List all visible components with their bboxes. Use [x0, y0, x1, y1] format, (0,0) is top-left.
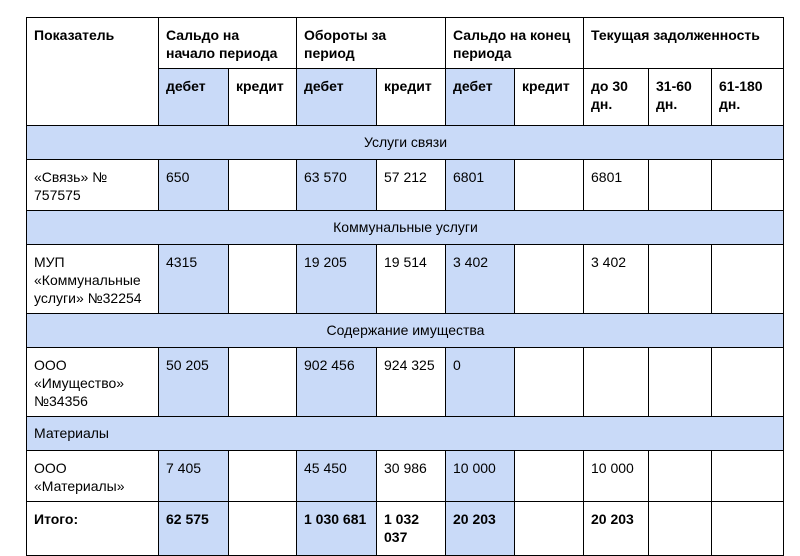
cell-close-credit: [515, 160, 584, 211]
total-turn-credit: 1 032 037: [377, 502, 446, 556]
section-title: Коммунальные услуги: [27, 211, 784, 245]
subheader-close-debit: дебет: [446, 69, 515, 126]
section-row: [27, 211, 784, 245]
total-31-60: [649, 502, 712, 556]
cell-31-60: [649, 451, 712, 502]
section-title: Услуги связи: [27, 126, 784, 160]
header-row: [27, 18, 784, 69]
header-opening-balance: Сальдо на начало периода: [159, 18, 297, 69]
section-title: Материалы: [27, 417, 784, 451]
cell-turn-debit: 902 456: [297, 348, 377, 417]
table-row: [27, 348, 784, 417]
header-current-debt: Текущая задолженность: [584, 18, 784, 69]
row-name: ООО «Материалы»: [27, 451, 159, 502]
cell-open-debit: 50 205: [159, 348, 229, 417]
subheader-turn-credit: кредит: [377, 69, 446, 126]
subheader-open-credit: кредит: [229, 69, 297, 126]
header-indicator: Показатель: [27, 18, 159, 126]
subheader-turn-debit: дебет: [297, 69, 377, 126]
cell-turn-debit: 63 570: [297, 160, 377, 211]
section-row: [27, 126, 784, 160]
table-row: [27, 160, 784, 211]
cell-upto30: 6801: [584, 160, 649, 211]
row-name: ООО «Имущество» №34356: [27, 348, 159, 417]
cell-upto30: 3 402: [584, 245, 649, 314]
cell-open-credit: [229, 160, 297, 211]
subheader-close-credit: кредит: [515, 69, 584, 126]
cell-61-180: [712, 245, 784, 314]
cell-close-debit: 3 402: [446, 245, 515, 314]
table-row: [27, 451, 784, 502]
section-row: [27, 417, 784, 451]
cell-close-debit: 10 000: [446, 451, 515, 502]
cell-61-180: [712, 451, 784, 502]
cell-close-credit: [515, 451, 584, 502]
cell-open-credit: [229, 348, 297, 417]
cell-open-credit: [229, 451, 297, 502]
table-wrapper: [26, 17, 784, 556]
cell-open-credit: [229, 245, 297, 314]
cell-open-debit: 4315: [159, 245, 229, 314]
cell-31-60: [649, 160, 712, 211]
cell-31-60: [649, 348, 712, 417]
total-upto30: 20 203: [584, 502, 649, 556]
cell-close-credit: [515, 348, 584, 417]
cell-upto30: [584, 348, 649, 417]
cell-turn-credit: 30 986: [377, 451, 446, 502]
header-turnover: Обороты за период: [297, 18, 446, 69]
cell-close-debit: 6801: [446, 160, 515, 211]
cell-31-60: [649, 245, 712, 314]
total-close-debit: 20 203: [446, 502, 515, 556]
section-row: [27, 314, 784, 348]
subheader-61-180: 61-180 дн.: [712, 69, 784, 126]
cell-close-debit: 0: [446, 348, 515, 417]
cell-open-debit: 650: [159, 160, 229, 211]
row-name: «Связь» № 757575: [27, 160, 159, 211]
total-label: Итого:: [27, 502, 159, 556]
cell-turn-credit: 924 325: [377, 348, 446, 417]
subheader-31-60: 31-60 дн.: [649, 69, 712, 126]
cell-open-debit: 7 405: [159, 451, 229, 502]
cell-upto30: 10 000: [584, 451, 649, 502]
cell-61-180: [712, 348, 784, 417]
total-61-180: [712, 502, 784, 556]
cell-turn-credit: 57 212: [377, 160, 446, 211]
balance-table: [26, 17, 784, 556]
section-title: Содержание имущества: [27, 314, 784, 348]
row-name: МУП «Коммунальные услуги» №32254: [27, 245, 159, 314]
total-open-debit: 62 575: [159, 502, 229, 556]
total-row: [27, 502, 784, 556]
cell-close-credit: [515, 245, 584, 314]
total-open-credit: [229, 502, 297, 556]
cell-61-180: [712, 160, 784, 211]
subheader-open-debit: дебет: [159, 69, 229, 126]
total-close-credit: [515, 502, 584, 556]
cell-turn-credit: 19 514: [377, 245, 446, 314]
total-turn-debit: 1 030 681: [297, 502, 377, 556]
cell-turn-debit: 19 205: [297, 245, 377, 314]
header-closing-balance: Сальдо на конец периода: [446, 18, 584, 69]
cell-turn-debit: 45 450: [297, 451, 377, 502]
subheader-upto30: до 30 дн.: [584, 69, 649, 126]
table-row: [27, 245, 784, 314]
